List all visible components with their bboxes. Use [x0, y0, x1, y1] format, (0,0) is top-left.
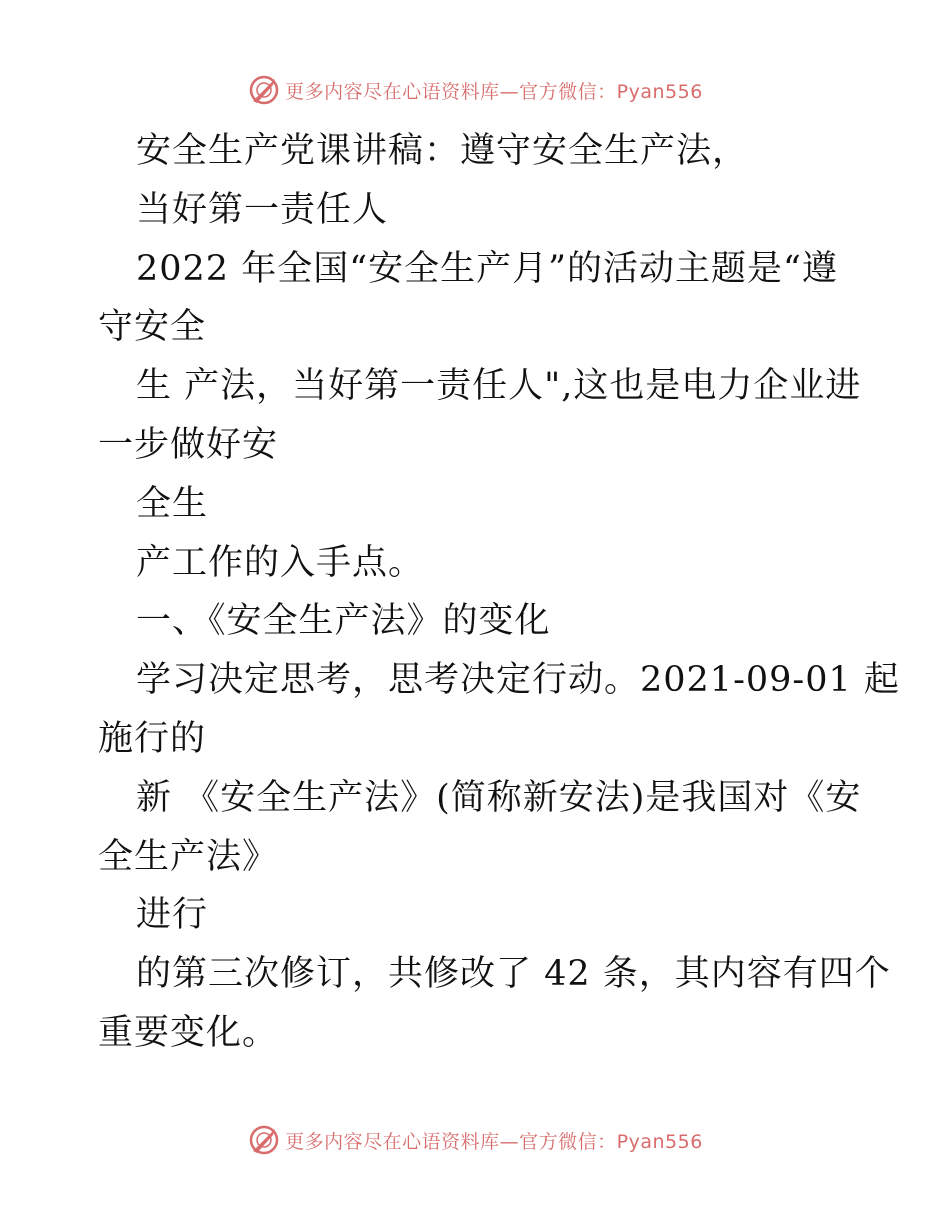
- pen-circle-logo-icon: [247, 1123, 281, 1157]
- paragraph-line: 新 《安全生产法》(简称新安法)是我国对《安: [136, 777, 862, 818]
- paragraph-line: 守安全: [98, 307, 207, 348]
- paragraph-line: 重要变化。: [98, 1012, 279, 1053]
- pen-circle-logo-icon: [247, 73, 281, 107]
- paragraph-line: 的第三次修订，共修改了 42 条，其内容有四个: [136, 954, 891, 995]
- paragraph-line: 全生产法》: [98, 836, 279, 877]
- document-body: [98, 122, 900, 1063]
- header-watermark: [0, 70, 950, 110]
- paragraph-line: 产工作的入手点。: [136, 542, 425, 583]
- paragraph-line: 学习决定思考，思考决定行动。2021-09-01 起: [136, 660, 900, 701]
- paragraph-line: 施行的: [98, 718, 207, 759]
- title-line-2: 当好第一责任人: [136, 189, 389, 230]
- paragraph-line: 2022 年全国“安全生产月”的活动主题是“遵: [136, 248, 838, 289]
- watermark-text: 更多内容尽在心语资料库—官方微信：Pyan556: [285, 1130, 703, 1153]
- footer-watermark: [0, 1120, 950, 1160]
- section-heading: 一、《安全生产法》的变化: [136, 601, 551, 642]
- paragraph-line: 生 产法，当好第一责任人",这也是电力企业进: [136, 366, 862, 407]
- watermark-text: 更多内容尽在心语资料库—官方微信：Pyan556: [285, 80, 703, 103]
- paragraph-line: 全生: [136, 483, 209, 524]
- paragraph-line: 进行: [136, 895, 209, 936]
- paragraph-line: 一步做好安: [98, 424, 279, 465]
- title-line-1: 安全生产党课讲稿：遵守安全生产法，: [136, 131, 749, 171]
